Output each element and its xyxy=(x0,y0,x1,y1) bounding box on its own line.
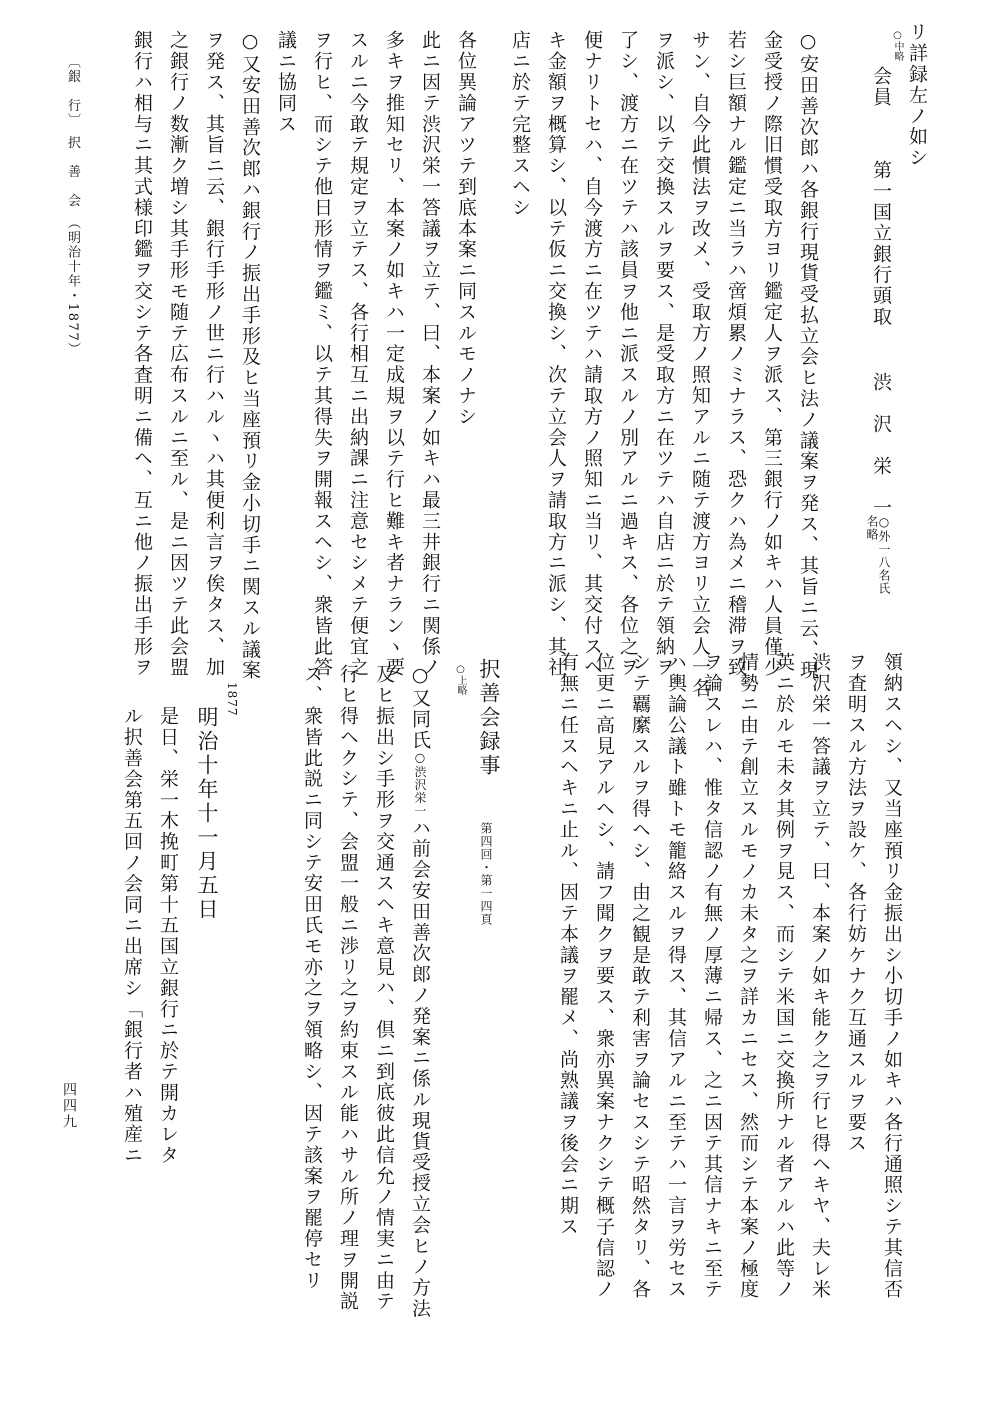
text-column: 是日、栄一木挽町第十五国立銀行ニ於テ開カレタ xyxy=(157,706,179,1166)
text-column: ○又安田善次郎ハ銀行ノ振出手形及ヒ当座預リ金小切手ニ関スル議案 xyxy=(239,30,261,681)
text-column: サン、自今此慣法ヲ改メ、受取方ノ照知アルニ随テ渡方ヨリ立会人一名 xyxy=(689,30,711,699)
text-column: 之銀行ノ数漸ク増シ其手形モ随テ広布スルニ至ル、是ニ因ツテ此会盟 xyxy=(167,30,189,678)
text-column xyxy=(410,664,429,1319)
text-fragment: ハ前会安田善次郎ノ発案ニ係ル現貨受授立会ヒノ方法 xyxy=(409,817,431,1320)
text-column: 了シ、渡方ニ在ツテハ該員ヲ他ニ派スルノ別アルニ過キス、各位之ヲ xyxy=(617,30,639,678)
text-column: ○安田善次郎ハ各銀行現貨受払立会ヒ法ノ議案ヲ発ス、其旨ニ云、現 xyxy=(797,30,819,681)
text-column: 位更ニ高見アルヘシ、請フ聞クヲ要ス、衆亦異案ナクシテ概子信認ノ xyxy=(593,652,615,1300)
omission-note: ○上略 xyxy=(455,664,466,695)
text-column: ス、衆皆此説ニ同シテ安田氏モ亦之ヲ領略シ、因テ該案ヲ罷停セリ xyxy=(301,664,323,1291)
running-header: 〔銀 行〕 択 善 会 （明治十年・1877） xyxy=(65,55,80,357)
text-column: ヲ行ヒ、而シテ他日形情ヲ鑑ミ、以テ其得失ヲ開報スヘシ、衆皆此答 xyxy=(311,30,333,678)
text-column: ヲ発ス、其旨ニ云、銀行手形ノ世ニ行ハルヽハ其便利言ヲ俟タス、加 xyxy=(203,30,225,678)
omission-note: ○中略 xyxy=(892,30,903,61)
entry-date: 明治十年十一月五日 xyxy=(195,706,219,922)
text-column: ヲ論スレハ、惟タ信認ノ有無ノ厚薄ニ帰ス、之ニ因テ其信ナキニ至テ xyxy=(701,652,723,1300)
text-column: 情勢ニ由テ創立スルモノカ未タ之ヲ詳カニセス、然而シテ本案ノ極度 xyxy=(737,652,759,1300)
text-column: リ詳録左ノ如シ xyxy=(906,22,928,169)
text-column: 便ナリトセハ、自今渡方ニ在ツテハ請取方ノ照知ニ当リ、其交付スヘ xyxy=(581,30,603,678)
text-column: 及ヒ振出シ手形ヲ交通スヘキ意見ハ、倶ニ到底彼此信允ノ情実ニ由テ xyxy=(373,664,395,1312)
section-heading: 択善会録事 xyxy=(477,658,501,778)
member-role: 会員 xyxy=(870,66,892,108)
text-column: スルニ今敢テ規定ヲ立テス、各行相互ニ出納課ニ注意セシメテ便宜之 xyxy=(347,30,369,678)
text-column: 行ヒ得ヘクシテ、会盟一般ニ渉リ之ヲ約束スル能ハサル所ノ理ヲ開説 xyxy=(337,664,359,1312)
text-column: ヲ派シ、以テ交換スルヲ要ス、是受取方ニ在ツテハ自店ニ於テ領納ヲ xyxy=(653,30,675,678)
text-column: 渋沢栄一答議ヲ立テ、曰、本案ノ如キ能ク之ヲ行ヒ得ヘキヤ、夫レ米 xyxy=(809,652,831,1300)
year-number: 1877 xyxy=(225,682,239,717)
text-column: 英ニ於ルモ未タ其例ヲ見ス、而シテ米国ニ交換所ナル者アルハ此等ノ xyxy=(773,652,795,1300)
text-column: 銀行ハ相与ニ其式様印鑑ヲ交シテ各査明ニ備ヘ、互ニ他ノ振出手形ヲ xyxy=(131,30,153,678)
text-column: 多キヲ推知セリ、本案ノ如キハ一定成規ヲ以テ行ヒ難キ者ナランヽ要 xyxy=(383,30,405,678)
text-column: キ金額ヲ概算シ、以テ仮ニ交換シ、次テ立会人ヲ請取方ニ派シ、其社 xyxy=(545,30,567,678)
text-column: 此ニ因テ渋沢栄一答議ヲ立テ、曰、本案ノ如キハ最三井銀行ニ関係ノ xyxy=(419,30,441,678)
member-organization: 第一国立銀行頭取 xyxy=(870,160,892,328)
inline-note: ○渋沢栄一 xyxy=(413,750,427,818)
text-column: 領納スヘシ、又当座預リ金振出シ小切手ノ如キハ各行通照シテ其信否 xyxy=(881,652,903,1300)
text-column: 議ニ協同ス xyxy=(275,30,297,135)
text-column: 店ニ於テ完整スヘシ xyxy=(509,30,531,219)
member-name: 渋 沢 栄 一 xyxy=(870,372,892,519)
text-column: シテ覊縻スルヲ得ヘシ、由之観是敢テ利害ヲ論セスシテ昭然タリ、各 xyxy=(629,652,651,1300)
text-column: ハ輿論公議ト雖トモ籠絡スルヲ得ス、其信アルニ至テハ一言ヲ労セス xyxy=(665,652,687,1300)
text-column: 金受授ノ際旧慣受取方ヨリ鑑定人ヲ派ス、第三銀行ノ如キハ人員僅少 xyxy=(761,30,783,678)
text-column: 各位異論アツテ到底本案ニ同スルモノナシ xyxy=(455,30,477,428)
page-number: 四四九 xyxy=(61,1082,77,1130)
text-column: 若シ巨額ナル鑑定ニ当ラハ啻煩累ノミナラス、恐クハ為メニ稽滞ヲ致 xyxy=(725,30,747,678)
text-fragment: ○又同氏 xyxy=(409,664,431,751)
member-note: ○外一八名氏名略 xyxy=(865,515,891,595)
text-column: 有無ニ任スヘキニ止ル、因テ本議ヲ罷メ、尚熟議ヲ後会ニ期ス xyxy=(557,652,579,1238)
section-reference: 第四回・第一四頁 xyxy=(479,822,493,926)
text-column: ル択善会第五回ノ会同ニ出席シ「銀行者ハ殖産ニ xyxy=(121,706,143,1166)
text-column: ヲ査明スル方法ヲ設ケ、各行妨ケナク互通スルヲ要ス xyxy=(845,652,867,1154)
